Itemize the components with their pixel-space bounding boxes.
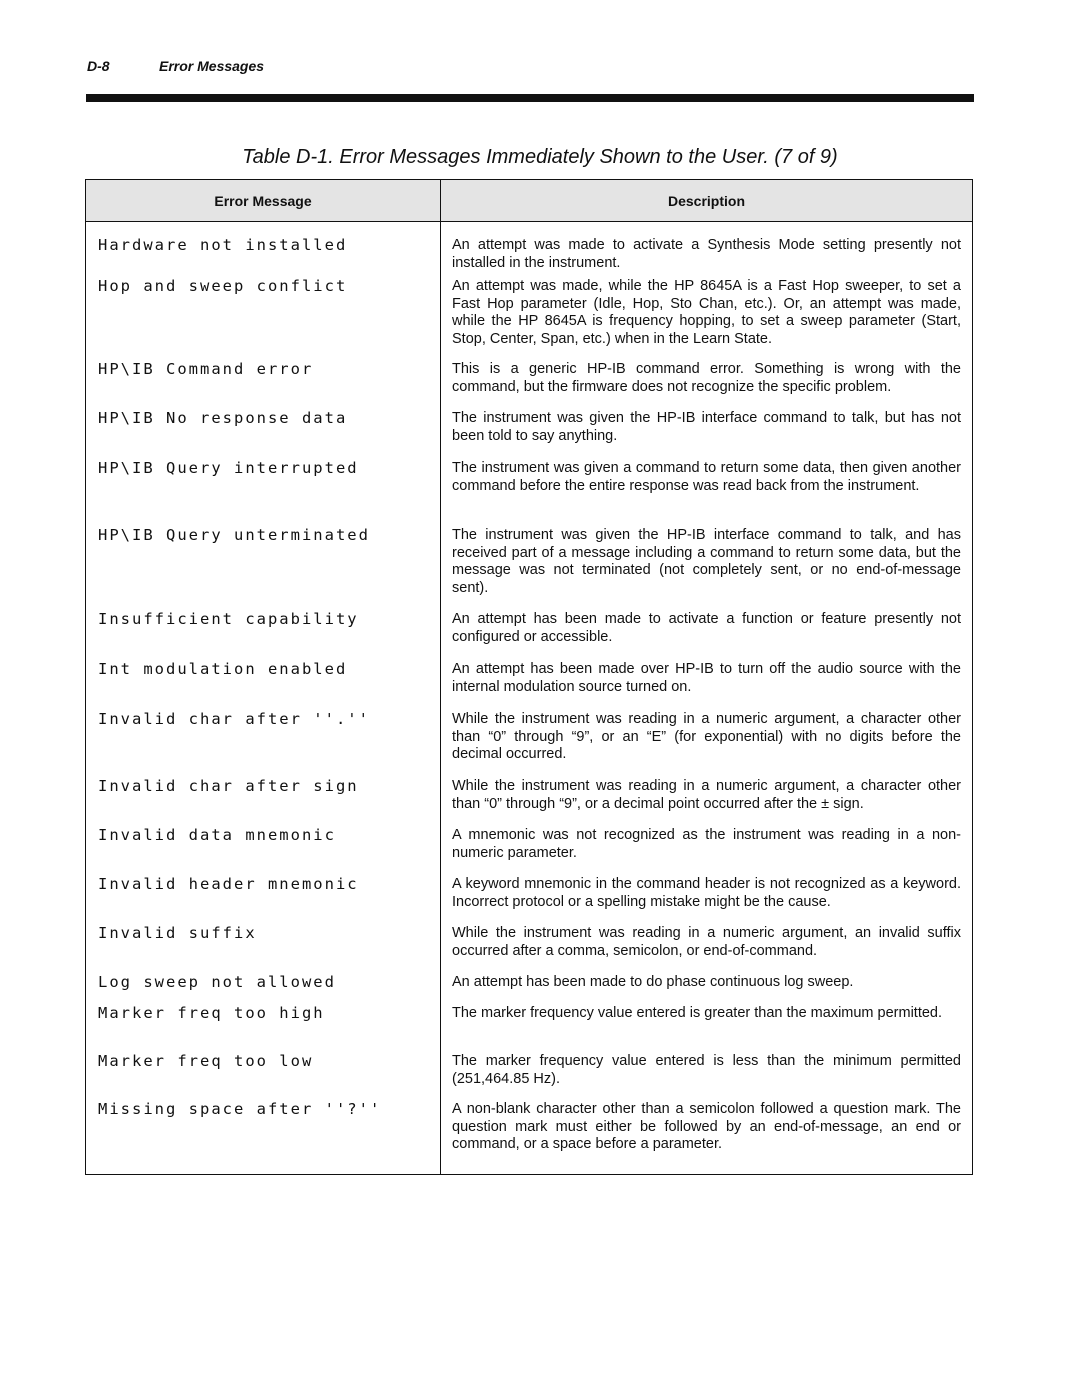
table-caption: Table D-1. Error Messages Immediately Shown to the User. (7 of 9) — [242, 146, 838, 168]
error-message-cell: HP\IB Command error — [86, 355, 441, 404]
table-row — [86, 870, 973, 919]
error-message-cell: HP\IB Query interrupted — [86, 454, 441, 521]
description-cell: While the instrument was reading in a numeric argument, an invalid suffix occurred after a comma, semicolon, or end-of-command. — [441, 919, 973, 968]
header-rule — [86, 94, 974, 102]
error-message-cell: Missing space after ''?'' — [86, 1095, 441, 1174]
error-message-cell: Invalid suffix — [86, 919, 441, 968]
error-message-cell: Invalid char after sign — [86, 772, 441, 821]
error-message-cell: Log sweep not allowed — [86, 968, 441, 999]
table-row — [86, 821, 973, 870]
table-row — [86, 999, 973, 1047]
table-row — [86, 1095, 973, 1174]
error-message-cell: Invalid char after ''.'' — [86, 705, 441, 772]
description-cell: An attempt has been made to activate a function or feature presently not configured or accessible. — [441, 605, 973, 655]
description-cell: The instrument was given the HP-IB interface command to talk, and has received part of a message including a command to return some data, but the message was not terminated (not completely sent, or no end-of-message sent). — [441, 521, 973, 605]
table-row — [86, 355, 973, 404]
description-cell: While the instrument was reading in a numeric argument, a character other than “0” through “9”, or an “E” (for exponential) with no digits before the decimal occurred. — [441, 705, 973, 772]
section-title: Error Messages — [159, 58, 265, 74]
error-message-cell: Insufficient capability — [86, 605, 441, 655]
error-message-cell: Invalid data mnemonic — [86, 821, 441, 870]
description-cell: An attempt has been made to do phase continuous log sweep. — [441, 968, 973, 999]
table-row — [86, 521, 973, 605]
table-row — [86, 968, 973, 999]
column-header-description: Description — [441, 180, 973, 222]
table-row — [86, 772, 973, 821]
table-row — [86, 1047, 973, 1095]
column-header-error-message: Error Message — [86, 180, 441, 222]
description-cell: The instrument was given the HP-IB interface command to talk, but has not been told to say anything. — [441, 404, 973, 454]
table-row — [86, 222, 973, 273]
error-message-cell: HP\IB No response data — [86, 404, 441, 454]
page-header — [87, 58, 264, 74]
error-message-cell: Marker freq too low — [86, 1047, 441, 1095]
error-message-cell: Hardware not installed — [86, 222, 441, 273]
table-header-row — [86, 180, 973, 222]
description-cell: The marker frequency value entered is greater than the maximum permitted. — [441, 999, 973, 1047]
table-row — [86, 272, 973, 355]
error-message-cell: Marker freq too high — [86, 999, 441, 1047]
error-message-cell: HP\IB Query unterminated — [86, 521, 441, 605]
description-cell: An attempt has been made over HP-IB to turn off the audio source with the internal modulation source turned on. — [441, 655, 973, 705]
description-cell: An attempt was made to activate a Synthesis Mode setting presently not installed in the instrument. — [441, 222, 973, 273]
table-row — [86, 454, 973, 521]
description-cell: While the instrument was reading in a numeric argument, a character other than “0” through “9”, or a decimal point occurred after the ± sign. — [441, 772, 973, 821]
description-cell: A non-blank character other than a semicolon followed a question mark. The question mark must either be followed by an end-of-message, an end or command, or a space before a parameter. — [441, 1095, 973, 1174]
error-message-cell: Hop and sweep conflict — [86, 272, 441, 355]
error-message-cell: Int modulation enabled — [86, 655, 441, 705]
table-row — [86, 605, 973, 655]
error-message-cell: Invalid header mnemonic — [86, 870, 441, 919]
table-row — [86, 705, 973, 772]
description-cell: An attempt was made, while the HP 8645A is a Fast Hop sweeper, to set a Fast Hop parameter (Idle, Hop, Sto Chan, etc.). Or, an attempt was made, while the HP 8645A is frequency hopping, to set a sweep parameter (Start, Stop, Center, Span, etc.) when in the Learn State. — [441, 272, 973, 355]
description-cell: A mnemonic was not recognized as the instrument was reading in a non-numeric parameter. — [441, 821, 973, 870]
table-row — [86, 655, 973, 705]
table-row — [86, 404, 973, 454]
description-cell: This is a generic HP-IB command error. Something is wrong with the command, but the firmware does not recognize the specific problem. — [441, 355, 973, 404]
error-messages-table — [85, 179, 973, 1175]
page-number: D-8 — [87, 58, 110, 74]
description-cell: The marker frequency value entered is less than the minimum permitted (251,464.85 Hz). — [441, 1047, 973, 1095]
table-row — [86, 919, 973, 968]
description-cell: A keyword mnemonic in the command header is not recognized as a keyword. Incorrect protocol or a spelling mistake might be the cause. — [441, 870, 973, 919]
description-cell: The instrument was given a command to return some data, then given another command before the entire response was read back from the instrument. — [441, 454, 973, 521]
